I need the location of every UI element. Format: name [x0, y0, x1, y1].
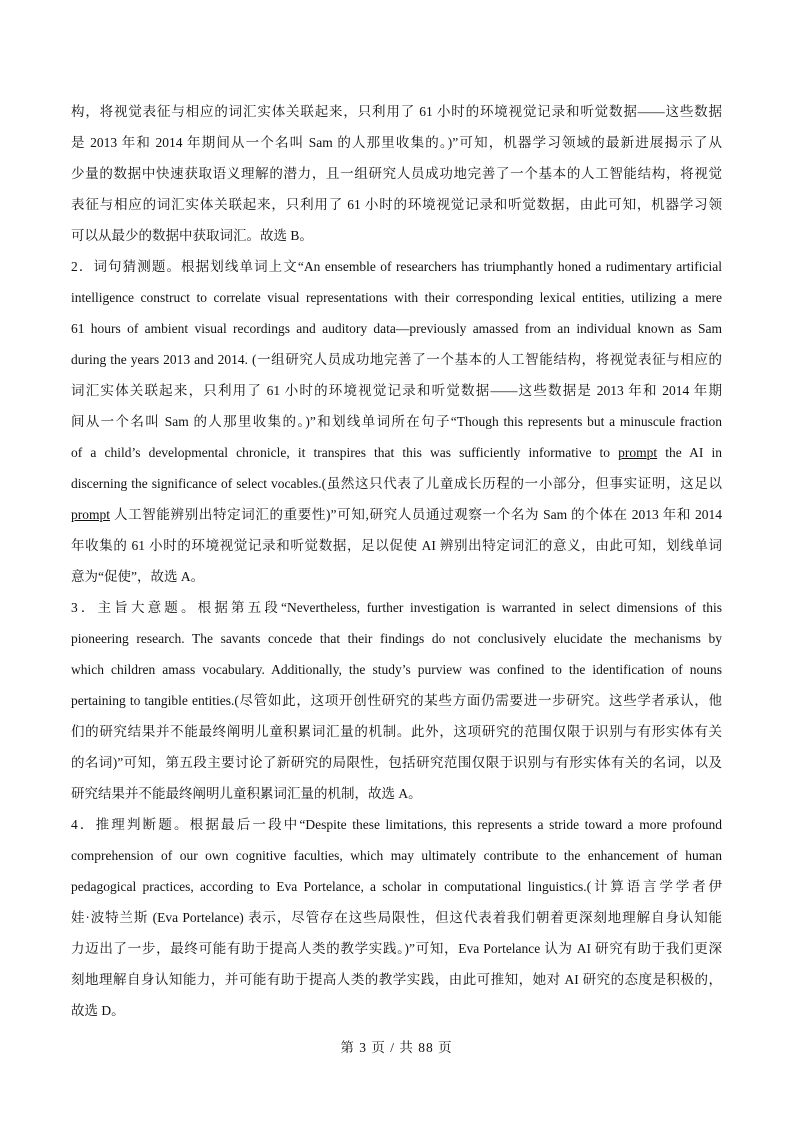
text-line: comprehension of our own cognitive faculties, which may ultimately contribute to the enhancement of human: [71, 848, 722, 863]
text-line: 年收集的 61 小时的环境视觉记录和听觉数据，足以促使 AI 辨别出特定词汇的意义，由此可知，划线单词: [71, 538, 722, 553]
text-line: [71, 499, 722, 530]
text-line: which children amass vocabulary. Additionally, the study’s purview was confined to the identification of nouns: [71, 662, 722, 677]
text-segment: the AI in: [657, 445, 722, 460]
underlined-word: prompt: [618, 445, 658, 460]
text-line: discerning the significance of select vocables.(虽然这只代表了儿童成长历程的一小部分，但事实证明，这足以: [71, 476, 722, 491]
text-line: pioneering research. The savants concede that their findings do not conclusively elucidate the mechanisms by: [71, 631, 722, 646]
text-line: 间从一个名叫 Sam 的人那里收集的。)”和划线单词所在句子“Though this represents but a minuscule fraction: [71, 414, 722, 429]
text-segment: 人工智能辨别出特定词汇的重要性)”可知,研究人员通过观察一个名为 Sam 的个体在 2013 年和 2014: [110, 507, 722, 522]
text-line: 可以从最少的数据中获取词汇。故选 B。: [71, 228, 313, 243]
text-line: [71, 437, 722, 468]
text-line: 少量的数据中快速获取语义理解的潜力，且一组研究人员成功地完善了一个基本的人工智能结构，将视觉: [71, 166, 722, 181]
text-line: pedagogical practices, according to Eva Portelance, a scholar in computational linguistics.(计算语言学学者伊: [71, 879, 722, 894]
text-line: 61 hours of ambient visual recordings and auditory data—previously amassed from an individual known as Sam: [71, 321, 722, 336]
text-line: 故选 D。: [71, 1003, 125, 1018]
question-2-heading-line: 2．词句猜测题。根据划线单词上文“An ensemble of researchers has triumphantly honed a rudimentary artificial: [71, 259, 722, 274]
answer-explanation-text: [71, 96, 722, 1026]
text-line: intelligence construct to correlate visual representations with their corresponding lexical entities, utilizing a mere: [71, 290, 722, 305]
text-line: 的名词)”可知，第五段主要讨论了新研究的局限性，包括研究范围仅限于识别与有形实体有关的名词，以及: [71, 755, 722, 770]
text-line: 刻地理解自身认知能力，并可能有助于提高人类的教学实践，由此可推知，她对 AI 研究的态度是积极的，: [71, 972, 722, 987]
text-line: 是 2013 年和 2014 年期间从一个名叫 Sam 的人那里收集的。)”可知，机器学习领域的最新进展揭示了从: [71, 135, 722, 150]
underlined-word: prompt: [71, 507, 110, 522]
page-number-footer: 第 3 页 / 共 88 页: [340, 1040, 453, 1055]
text-line: 们的研究结果并不能最终阐明儿童积累词汇量的机制。此外，这项研究的范围仅限于识别与有形实体有关: [71, 724, 722, 739]
text-line: 表征与相应的词汇实体关联起来，只利用了 61 小时的环境视觉记录和听觉数据，由此可知，机器学习领: [71, 197, 722, 212]
text-line: during the years 2013 and 2014. (一组研究人员成功地完善了一个基本的人工智能结构，将视觉表征与相应的: [71, 352, 722, 367]
text-line: 娃·波特兰斯 (Eva Portelance) 表示，尽管存在这些局限性，但这代表着我们朝着更深刻地理解自身认知能: [71, 910, 722, 925]
text-line: pertaining to tangible entities.(尽管如此，这项开创性研究的某些方面仍需要进一步研究。这些学者承认，他: [71, 693, 722, 708]
text-line: 构，将视觉表征与相应的词汇实体关联起来，只利用了 61 小时的环境视觉记录和听觉数据——这些数据: [71, 104, 722, 119]
question-4-heading-line: 4．推理判断题。根据最后一段中“Despite these limitations, this represents a stride toward a more profound: [71, 817, 722, 832]
text-line: 研究结果并不能最终阐明儿童积累词汇量的机制，故选 A。: [71, 786, 422, 801]
text-line: 词汇实体关联起来，只利用了 61 小时的环境视觉记录和听觉数据——这些数据是 2013 年和 2014 年期: [71, 383, 722, 398]
text-segment: of a child’s developmental chronicle, it transpires that this was sufficiently informative to: [71, 445, 619, 460]
text-line: 意为“促使”，故选 A。: [71, 569, 205, 584]
text-line: 力迈出了一步，最终可能有助于提高人类的教学实践。)”可知，Eva Portelance 认为 AI 研究有助于我们更深: [71, 941, 722, 956]
question-3-heading-line: 3．主旨大意题。根据第五段“Nevertheless, further investigation is warranted in select dimensions of this: [71, 600, 722, 615]
